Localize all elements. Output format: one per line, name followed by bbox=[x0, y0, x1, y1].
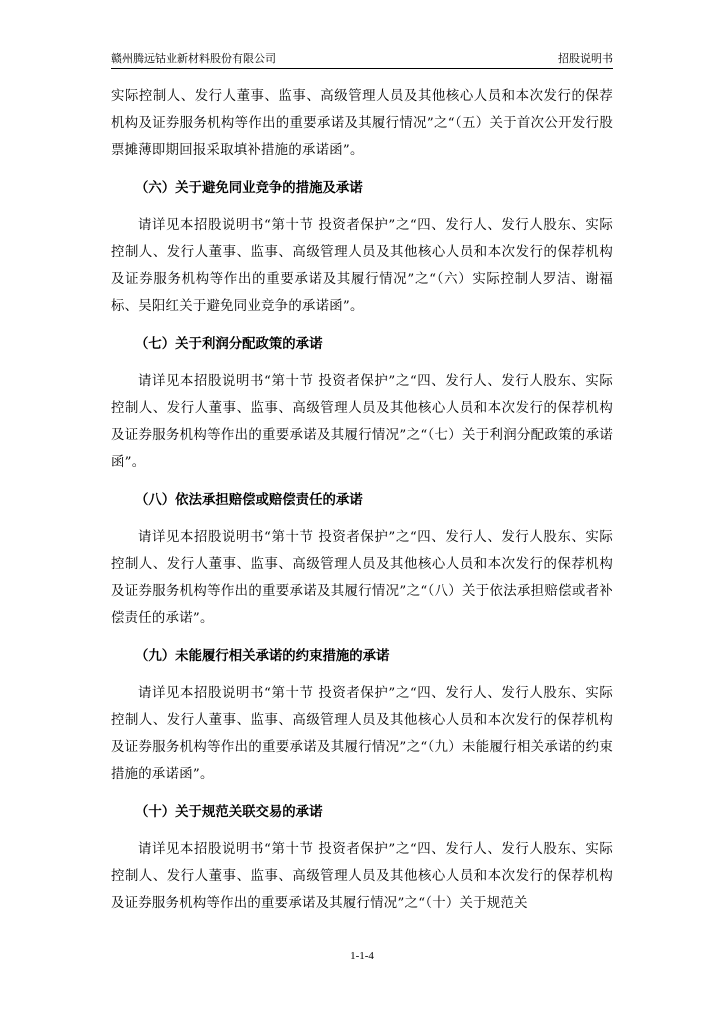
page-header bbox=[111, 50, 613, 69]
section-heading-6: （六）关于避免同业竞争的措施及承诺 bbox=[135, 181, 363, 197]
section-heading-8: （八）依法承担赔偿或赔偿责任的承诺 bbox=[135, 493, 363, 509]
page-number: 1-1-4 bbox=[350, 950, 374, 962]
section-body-10: 请详见本招股说明书“第十节 投资者保护”之“四、发行人、发行人股东、实际控制人、发行人董事、监事、高级管理人员及其他核心人员和本次发行的保荐机构及证券服务机构等作出的重要承诺及其履行情况”之“（十）关于规范关 bbox=[111, 842, 613, 911]
page-content bbox=[111, 84, 613, 918]
section-body-8: 请详见本招股说明书“第十节 投资者保护”之“四、发行人、发行人股东、实际控制人、发行人董事、监事、高级管理人员及其他核心人员和本次发行的保荐机构及证券服务机构等作出的重要承诺及其履行情况”之“（八）关于依法承担赔偿或者补偿责任的承诺”。 bbox=[111, 530, 613, 626]
section-body-7: 请详见本招股说明书“第十节 投资者保护”之“四、发行人、发行人股东、实际控制人、发行人董事、监事、高级管理人员及其他核心人员和本次发行的保荐机构及证券服务机构等作出的重要承诺及其履行情况”之“（七）关于利润分配政策的承诺函”。 bbox=[111, 374, 613, 470]
section-body-9: 请详见本招股说明书“第十节 投资者保护”之“四、发行人、发行人股东、实际控制人、发行人董事、监事、高级管理人员及其他核心人员和本次发行的保荐机构及证券服务机构等作出的重要承诺及其履行情况”之“（九）未能履行相关承诺的约束措施的承诺函”。 bbox=[111, 686, 613, 782]
company-name: 赣州腾远钴业新材料股份有限公司 bbox=[111, 52, 276, 65]
section-body-6: 请详见本招股说明书“第十节 投资者保护”之“四、发行人、发行人股东、实际控制人、发行人董事、监事、高级管理人员及其他核心人员和本次发行的保荐机构及证券服务机构等作出的重要承诺及其履行情况”之“（六）实际控制人罗洁、谢福标、吴阳红关于避免同业竞争的承诺函”。 bbox=[111, 218, 613, 314]
section-heading-7: （七）关于利润分配政策的承诺 bbox=[135, 337, 323, 353]
intro-paragraph: 实际控制人、发行人董事、监事、高级管理人员及其他核心人员和本次发行的保荐机构及证券服务机构等作出的重要承诺及其履行情况”之“（五）关于首次公开发行股票摊薄即期回报采取填补措施的承诺函”。 bbox=[111, 89, 613, 158]
section-heading-9: （九）未能履行相关承诺的约束措施的承诺 bbox=[135, 649, 390, 665]
section-heading-10: （十）关于规范关联交易的承诺 bbox=[135, 805, 323, 821]
document-title: 招股说明书 bbox=[558, 52, 613, 65]
